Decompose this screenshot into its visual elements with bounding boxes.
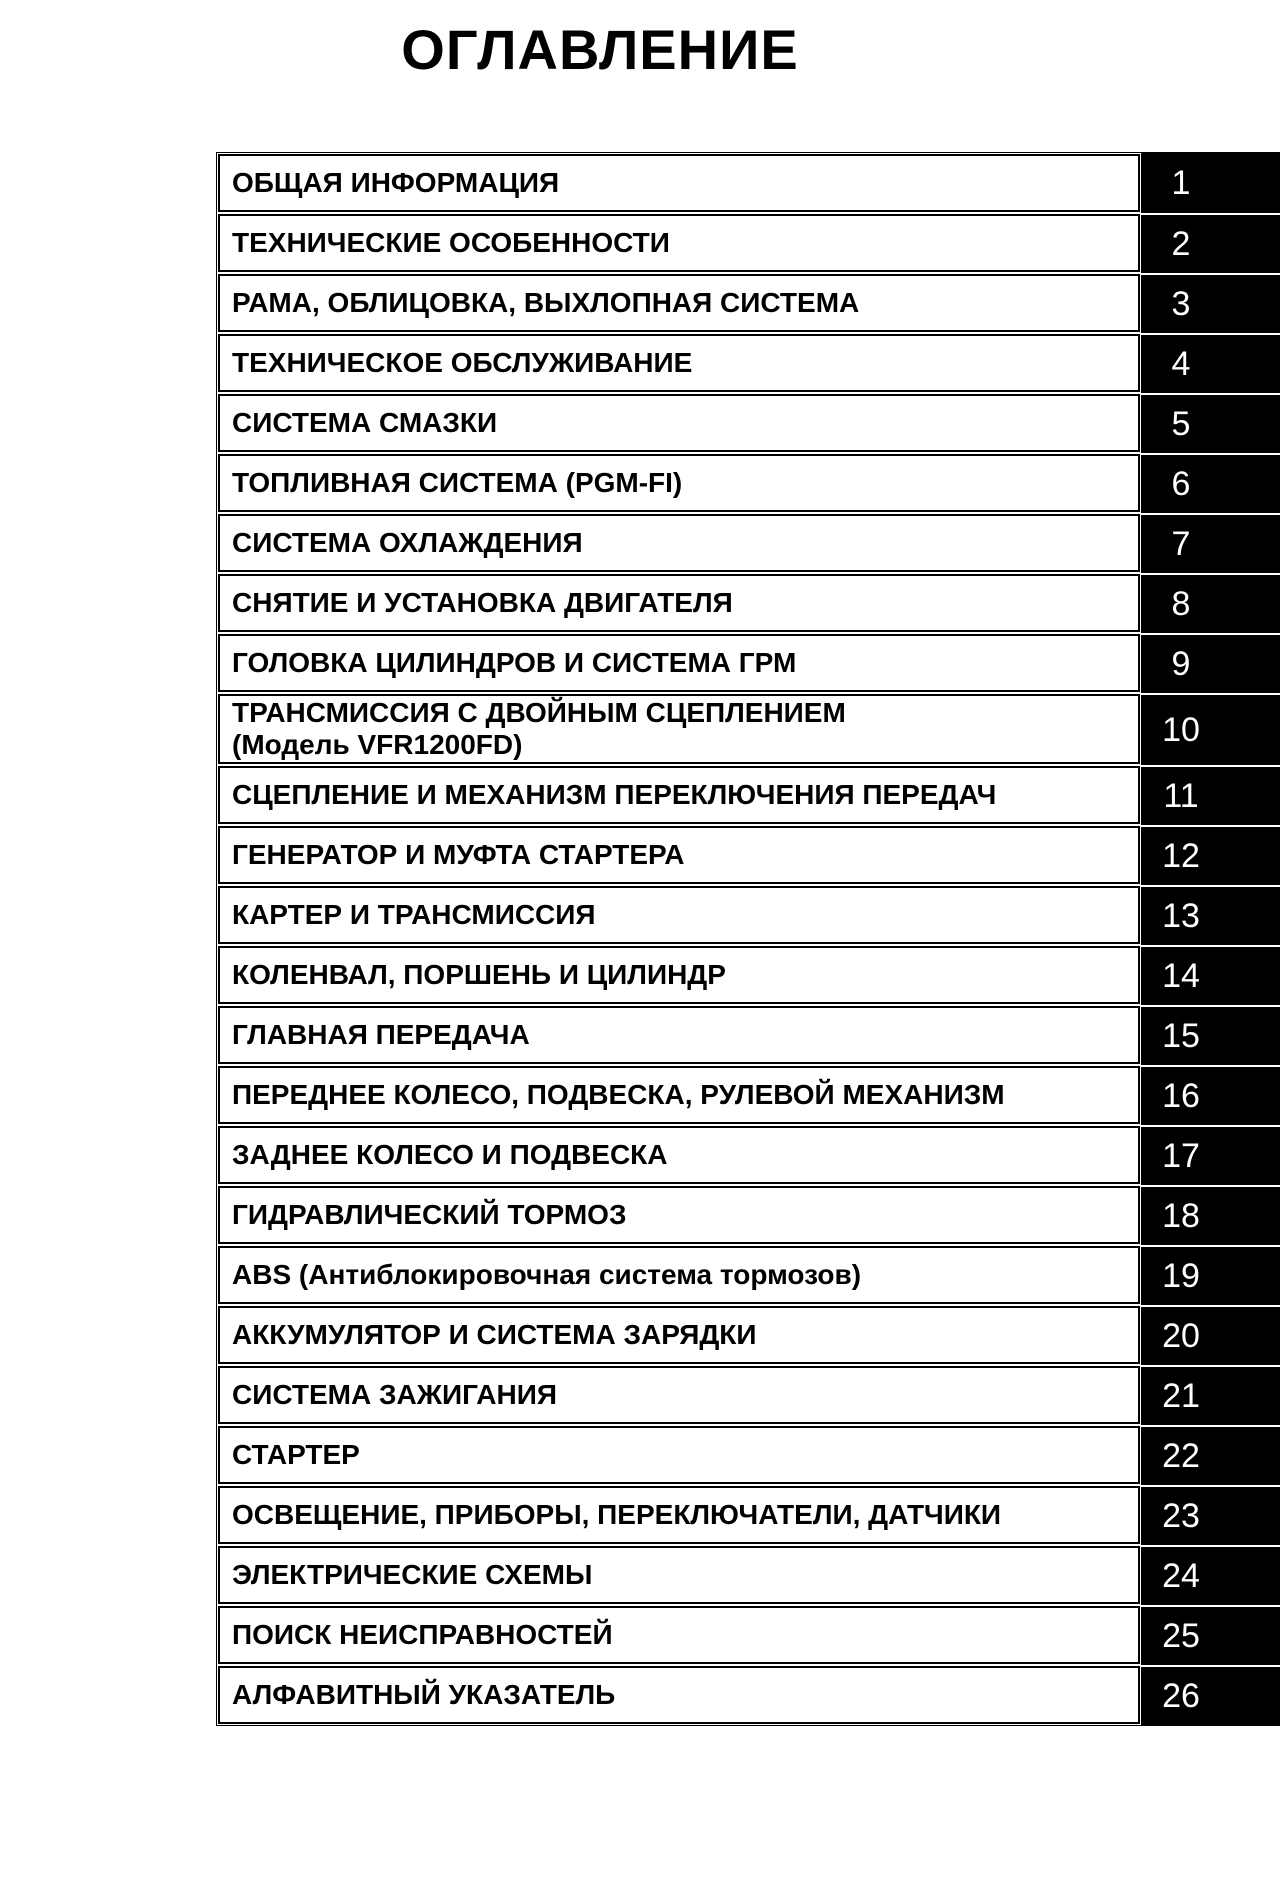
toc-chapter-title[interactable]: ABS (Антиблокировочная система тормозов) (218, 1246, 1140, 1304)
toc-row[interactable] (217, 765, 1280, 825)
toc-chapter-number[interactable]: 20 (1141, 1305, 1280, 1365)
toc-chapter-title[interactable]: АЛФАВИТНЫЙ УКАЗАТЕЛЬ (218, 1666, 1140, 1724)
toc-chapter-number[interactable]: 15 (1141, 1005, 1280, 1065)
toc-chapter-title[interactable]: СИСТЕМА ОХЛАЖДЕНИЯ (218, 514, 1140, 572)
toc-row[interactable] (217, 1605, 1280, 1665)
toc-chapter-number[interactable]: 10 (1141, 693, 1280, 765)
toc-row[interactable] (217, 1485, 1280, 1545)
toc-chapter-number[interactable]: 19 (1141, 1245, 1280, 1305)
toc-row[interactable] (217, 1665, 1280, 1725)
toc-chapter-title[interactable]: СНЯТИЕ И УСТАНОВКА ДВИГАТЕЛЯ (218, 574, 1140, 632)
toc-chapter-title[interactable]: ТЕХНИЧЕСКИЕ ОСОБЕННОСТИ (218, 214, 1140, 272)
toc-chapter-title[interactable]: ЗАДНЕЕ КОЛЕСО И ПОДВЕСКА (218, 1126, 1140, 1184)
toc-row[interactable] (217, 453, 1280, 513)
toc-row[interactable] (217, 333, 1280, 393)
toc-row[interactable] (217, 1065, 1280, 1125)
toc-row[interactable] (217, 885, 1280, 945)
toc-chapter-number[interactable]: 5 (1141, 393, 1280, 453)
toc-row[interactable] (217, 825, 1280, 885)
toc-chapter-number[interactable]: 22 (1141, 1425, 1280, 1485)
toc-chapter-title[interactable]: СЦЕПЛЕНИЕ И МЕХАНИЗМ ПЕРЕКЛЮЧЕНИЯ ПЕРЕДАЧ (218, 766, 1140, 824)
toc-row[interactable] (217, 1245, 1280, 1305)
toc-row[interactable] (217, 1125, 1280, 1185)
toc-row[interactable] (217, 1185, 1280, 1245)
toc-row[interactable] (217, 153, 1280, 213)
toc-chapter-title[interactable]: ЭЛЕКТРИЧЕСКИЕ СХЕМЫ (218, 1546, 1140, 1604)
toc-chapter-number[interactable]: 11 (1141, 765, 1280, 825)
toc-chapter-title[interactable]: КАРТЕР И ТРАНСМИССИЯ (218, 886, 1140, 944)
toc-chapter-title[interactable]: ТЕХНИЧЕСКОЕ ОБСЛУЖИВАНИЕ (218, 334, 1140, 392)
toc-chapter-number[interactable]: 21 (1141, 1365, 1280, 1425)
toc-chapter-title[interactable]: КОЛЕНВАЛ, ПОРШЕНЬ И ЦИЛИНДР (218, 946, 1140, 1004)
toc-chapter-number[interactable]: 25 (1141, 1605, 1280, 1665)
toc-row[interactable] (217, 393, 1280, 453)
toc-chapter-title[interactable]: СИСТЕМА СМАЗКИ (218, 394, 1140, 452)
toc-chapter-number[interactable]: 23 (1141, 1485, 1280, 1545)
toc-chapter-title[interactable]: СИСТЕМА ЗАЖИГАНИЯ (218, 1366, 1140, 1424)
toc-row[interactable] (217, 1545, 1280, 1605)
toc-chapter-number[interactable]: 18 (1141, 1185, 1280, 1245)
toc-chapter-number[interactable]: 1 (1141, 153, 1280, 213)
toc-chapter-number[interactable]: 13 (1141, 885, 1280, 945)
toc-chapter-number[interactable]: 4 (1141, 333, 1280, 393)
toc-chapter-number[interactable]: 2 (1141, 213, 1280, 273)
table-of-contents (216, 152, 1280, 1726)
toc-chapter-title[interactable]: АККУМУЛЯТОР И СИСТЕМА ЗАРЯДКИ (218, 1306, 1140, 1364)
toc-chapter-number[interactable]: 12 (1141, 825, 1280, 885)
toc-chapter-number[interactable]: 16 (1141, 1065, 1280, 1125)
toc-row[interactable] (217, 693, 1280, 765)
toc-chapter-title[interactable]: РАМА, ОБЛИЦОВКА, ВЫХЛОПНАЯ СИСТЕМА (218, 274, 1140, 332)
toc-row[interactable] (217, 1365, 1280, 1425)
toc-chapter-title[interactable]: ОБЩАЯ ИНФОРМАЦИЯ (218, 154, 1140, 212)
toc-row[interactable] (217, 1305, 1280, 1365)
toc-chapter-title[interactable]: ОСВЕЩЕНИЕ, ПРИБОРЫ, ПЕРЕКЛЮЧАТЕЛИ, ДАТЧИКИ (218, 1486, 1140, 1544)
toc-row[interactable] (217, 573, 1280, 633)
toc-chapter-title[interactable]: ГИДРАВЛИЧЕСКИЙ ТОРМОЗ (218, 1186, 1140, 1244)
toc-chapter-number[interactable]: 8 (1141, 573, 1280, 633)
toc-row[interactable] (217, 633, 1280, 693)
toc-row[interactable] (217, 1425, 1280, 1485)
toc-row[interactable] (217, 945, 1280, 1005)
toc-chapter-number[interactable]: 26 (1141, 1665, 1280, 1725)
toc-chapter-number[interactable]: 14 (1141, 945, 1280, 1005)
toc-chapter-number[interactable]: 3 (1141, 273, 1280, 333)
toc-chapter-title[interactable]: ГОЛОВКА ЦИЛИНДРОВ И СИСТЕМА ГРМ (218, 634, 1140, 692)
toc-chapter-title[interactable]: ТРАНСМИССИЯ С ДВОЙНЫМ СЦЕПЛЕНИЕМ (Модель VFR1200FD) (218, 694, 1140, 764)
toc-chapter-number[interactable]: 24 (1141, 1545, 1280, 1605)
toc-chapter-number[interactable]: 7 (1141, 513, 1280, 573)
toc-chapter-title[interactable]: ГЕНЕРАТОР И МУФТА СТАРТЕРА (218, 826, 1140, 884)
toc-row[interactable] (217, 273, 1280, 333)
toc-row[interactable] (217, 1005, 1280, 1065)
toc-chapter-number[interactable]: 17 (1141, 1125, 1280, 1185)
page-title: ОГЛАВЛЕНИЕ (401, 18, 799, 81)
toc-chapter-title[interactable]: ПОИСК НЕИСПРАВНОСТЕЙ (218, 1606, 1140, 1664)
toc-chapter-title[interactable]: ГЛАВНАЯ ПЕРЕДАЧА (218, 1006, 1140, 1064)
toc-chapter-title[interactable]: СТАРТЕР (218, 1426, 1140, 1484)
toc-chapter-number[interactable]: 6 (1141, 453, 1280, 513)
toc-chapter-title[interactable]: ПЕРЕДНЕЕ КОЛЕСО, ПОДВЕСКА, РУЛЕВОЙ МЕХАНИЗМ (218, 1066, 1140, 1124)
toc-chapter-number[interactable]: 9 (1141, 633, 1280, 693)
toc-row[interactable] (217, 513, 1280, 573)
toc-chapter-title[interactable]: ТОПЛИВНАЯ СИСТЕМА (PGM-FI) (218, 454, 1140, 512)
toc-row[interactable] (217, 213, 1280, 273)
